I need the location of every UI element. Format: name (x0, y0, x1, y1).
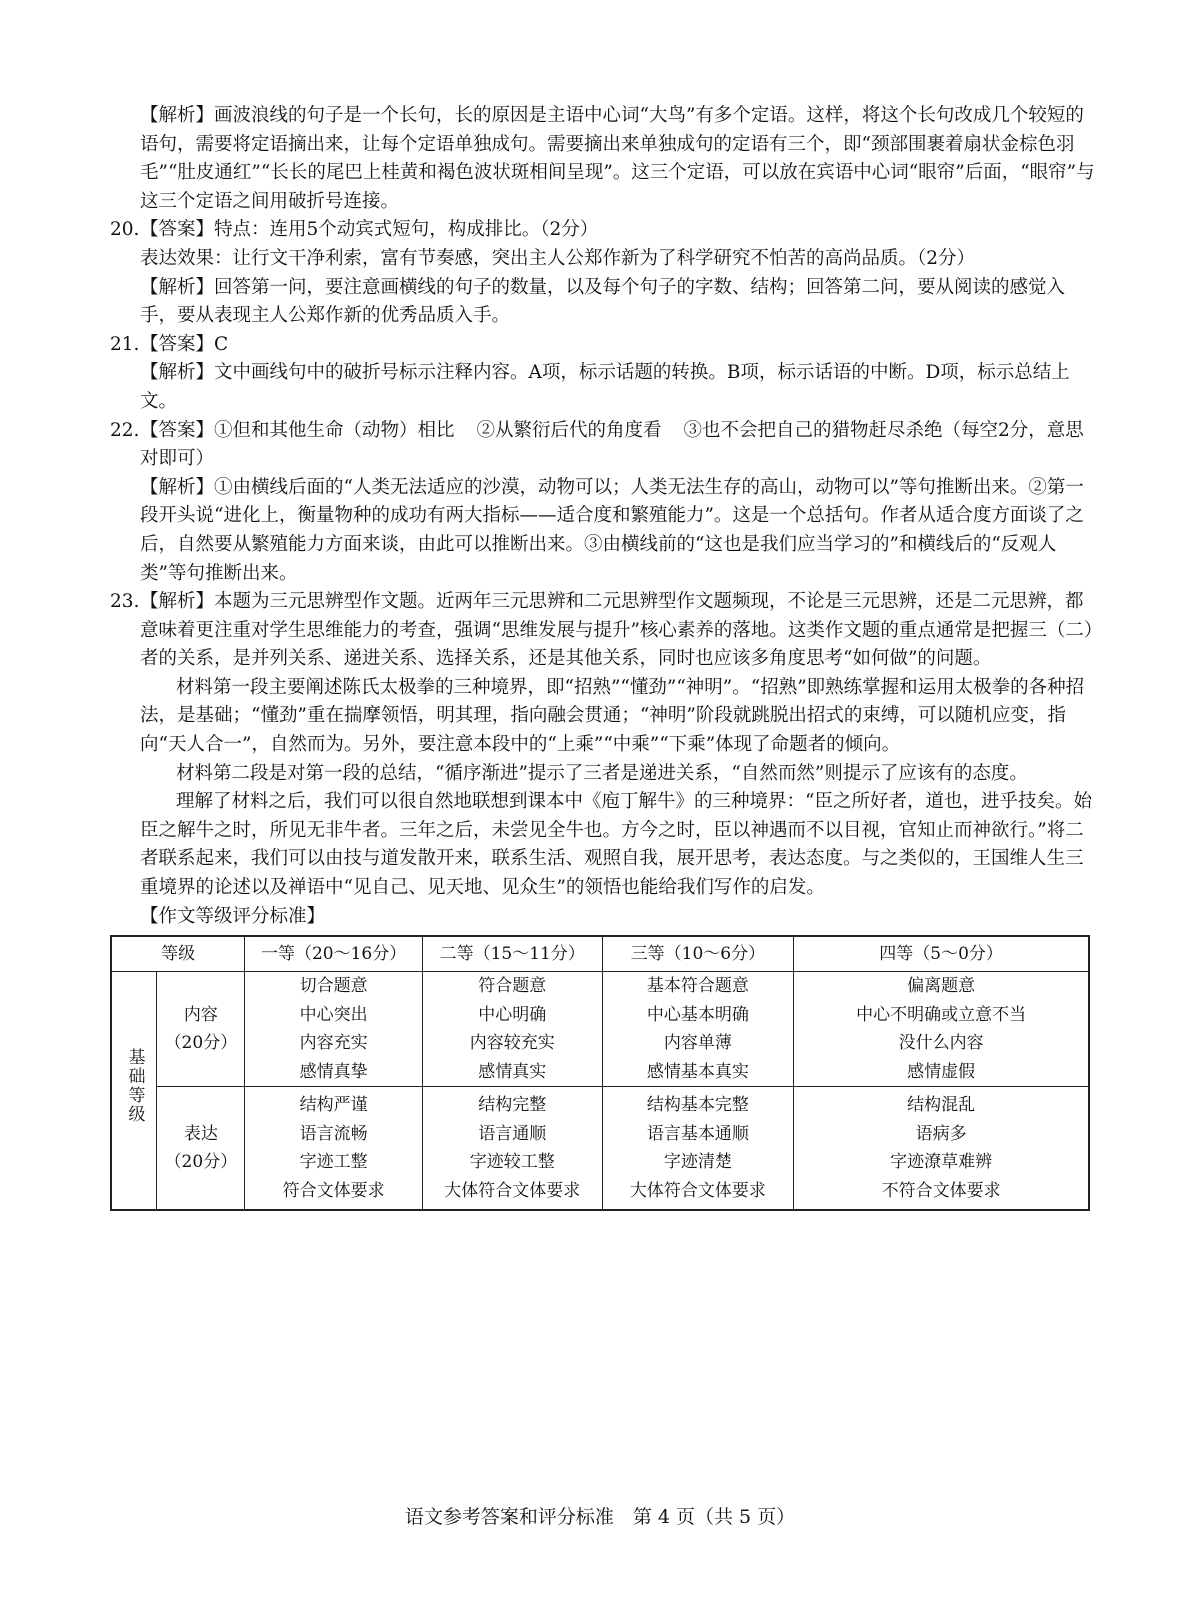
q21-number: 21. (110, 333, 140, 355)
cell-content-first (245, 972, 423, 1087)
q21-answer (110, 331, 1100, 360)
q23-paragraph-4: 理解了材料之后，我们可以很自然地联想到课本中《庖丁解牛》的三种境界：“臣之所好者，道也，进乎技矣。始臣之解牛之时，所见无非牛者。三年之后，未尝见全牛也。方今之时，臣以神遇而不以目视，官知止而神欲行。”将二者联系起来，我们可以由技与道发散开来，联系生活、观照自我，展开思考，表达态度。与之类似的，王国维人生三重境界的论述以及禅语中“见自己、见天地、见众生”的领悟也能给我们写作的启发。 (140, 791, 1092, 899)
cell-line: 感情虚假 (907, 1061, 976, 1082)
cell-line: 感情真挚 (299, 1061, 368, 1082)
cell-line: 偏离题意 (907, 976, 976, 997)
cell-line: 字迹较工整 (469, 1152, 555, 1173)
cell-content-third (602, 972, 794, 1087)
cell-line: 内容充实 (299, 1033, 368, 1054)
cell-expression-first (245, 1087, 423, 1211)
row-label-content (157, 972, 245, 1087)
cell-line: 切合题意 (299, 976, 368, 997)
q23-analysis-text: 【解析】本题为三元思辨型作文题。近两年三元思辨和二元思辨型作文题频现，不论是三元思辨，还是二元思辨，都意味着更注重对学生思维能力的考查，强调“思维发展与提升”核心素养的落地。这类作文题的重点通常是把握三（二）者的关系，是并列关系、递进关系、选择关系，还是其他关系，同时也应该多角度思考“如何做”的问题。 (140, 591, 1094, 670)
cell-line: 语言流畅 (299, 1123, 368, 1144)
cell-line: 字迹潦草难辨 (890, 1152, 993, 1173)
cell-line: 内容较充实 (469, 1033, 555, 1054)
header-second: 二等（15～11分） (422, 936, 602, 972)
q22-answer-a: 【答案】①但和其他生命（动物）相比 (140, 419, 455, 441)
header-third: 三等（10～6分） (602, 936, 794, 972)
rubric-table-wrap (110, 935, 1090, 1211)
cell-line: 中心明确 (478, 1004, 547, 1025)
q23-number: 23. (110, 591, 140, 613)
q23-paragraph-3: 材料第二段是对第一段的总结，“循序渐进”提示了三者是递进关系，“自然而然”则提示了应该有的态度。 (176, 762, 1028, 784)
cell-content-second (422, 972, 602, 1087)
cell-line: 结构基本完整 (646, 1095, 749, 1116)
cell-line: 感情真实 (478, 1061, 547, 1082)
cell-line: 大体符合文体要求 (444, 1180, 581, 1201)
cell-line: 字迹工整 (299, 1152, 368, 1173)
page-footer: 语文参考答案和评分标准 第 4 页（共 5 页） (404, 1506, 796, 1528)
cell-line: 中心基本明确 (646, 1004, 749, 1025)
header-first: 一等（20～16分） (245, 936, 423, 972)
cell-line: 符合题意 (478, 976, 547, 997)
row-label-expression (157, 1087, 245, 1211)
cell-expression-fourth (794, 1087, 1089, 1211)
cell-line: 符合文体要求 (282, 1180, 385, 1201)
rubric-row-expression (111, 1087, 1089, 1211)
row-score: （20分） (164, 1152, 238, 1173)
q19-analysis: 【解析】画波浪线的句子是一个长句，长的原因是主语中心词“大鸟”有多个定语。这样，将这个长句改成几个较短的语句，需要将定语摘出来，让每个定语单独成句。需要摘出来单独成句的定语有三个，即“颈部围裹着扇状金棕色羽毛”“肚皮通红”“长长的尾巴上桂黄和褐色波状斑相间呈现”。这三个定语，可以放在宾语中心词“眼帘”后面，“眼帘”与这三个定语之间用破折号连接。 (140, 105, 1095, 212)
cell-line: 结构混乱 (907, 1095, 976, 1116)
rubric-row-content (111, 972, 1089, 1087)
cell-content-fourth (794, 972, 1089, 1087)
q23-paragraph-2: 材料第一段主要阐述陈氏太极拳的三种境界，即“招熟”“懂劲”“神明”。“招熟”即熟练掌握和运用太极拳的各种招法，是基础；“懂劲”重在揣摩领悟，明其理，指向融会贯通；“神明”阶段就跳脱出招式的束缚，可以随机应变，指向“天人合一”，自然而为。另外，要注意本段中的“上乘”“中乘”“下乘”体现了命题者的倾向。 (140, 676, 1085, 756)
q22-answer-b: ②从繁衍后代的角度看 (476, 419, 662, 441)
cell-line: 内容单薄 (663, 1033, 732, 1054)
header-grade: 等级 (111, 936, 245, 972)
q22-number: 22. (110, 419, 140, 441)
cell-line: 大体符合文体要求 (629, 1180, 766, 1201)
q21-answer-text: 【答案】C (140, 333, 229, 355)
q20-answer-text: 【答案】特点：连用5个动宾式短句，构成排比。（2分） (140, 219, 599, 241)
q22-analysis: 【解析】①由横线后面的“人类无法适应的沙漠，动物可以；人类无法生存的高山，动物可以”等句推断出来。②第一段开头说“进化上，衡量物种的成功有两大指标——适合度和繁殖能力”。这是一个总括句。作者从适合度方面谈了之后，自然要从繁殖能力方面来谈，由此可以推断出来。③由横线前的“这也是我们应当学习的”和横线后的“反观人类”等句推断出来。 (140, 476, 1084, 584)
cell-line: 中心突出 (299, 1004, 368, 1025)
row-label: 内容 (183, 1004, 218, 1025)
cell-line: 语言基本通顺 (646, 1123, 749, 1144)
q21-analysis: 【解析】文中画线句中的破折号标示注释内容。A项，标示话题的转换。B项，标示话语的中断。D项，标示总结上文。 (140, 362, 1070, 412)
q22-answer (110, 417, 1100, 474)
header-fourth: 四等（5～0分） (794, 936, 1089, 972)
group-label-cell (111, 972, 157, 1211)
q20-number: 20. (110, 219, 140, 241)
cell-line: 语言通顺 (478, 1123, 547, 1144)
rubric-header-row (111, 936, 1089, 972)
cell-line: 基本符合题意 (646, 976, 749, 997)
row-label: 表达 (183, 1123, 218, 1144)
group-label: 基础等级 (124, 1047, 145, 1124)
cell-line: 感情基本真实 (646, 1061, 749, 1082)
cell-line: 语病多 (915, 1123, 967, 1144)
cell-expression-third (602, 1087, 794, 1211)
q20-analysis: 【解析】回答第一问，要注意画横线的句子的数量，以及每个句子的字数、结构；回答第二问，要从阅读的感觉入手，要从表现主人公郑作新的优秀品质入手。 (140, 276, 1066, 327)
rubric-table (110, 935, 1090, 1211)
cell-line: 没什么内容 (898, 1033, 984, 1054)
q22-answer-c: ③也不会把自己的猎物赶尽杀绝（每空2分，意思对即可） (140, 419, 1084, 470)
cell-line: 字迹清楚 (663, 1152, 732, 1173)
cell-expression-second (422, 1087, 602, 1211)
cell-line: 结构完整 (478, 1095, 547, 1116)
page-content (110, 102, 1100, 1211)
row-score: （20分） (164, 1033, 238, 1054)
cell-line: 不符合文体要求 (881, 1180, 1001, 1201)
q23-analysis (110, 588, 1100, 674)
rubric-title: 【作文等级评分标准】 (140, 905, 326, 927)
cell-line: 结构严谨 (299, 1095, 368, 1116)
cell-line: 中心不明确或立意不当 (856, 1004, 1027, 1025)
q20-effect: 表达效果：让行文干净利索，富有节奏感，突出主人公郑作新为了科学研究不怕苦的高尚品质。（2分） (140, 247, 976, 269)
q20-answer (110, 216, 1100, 245)
